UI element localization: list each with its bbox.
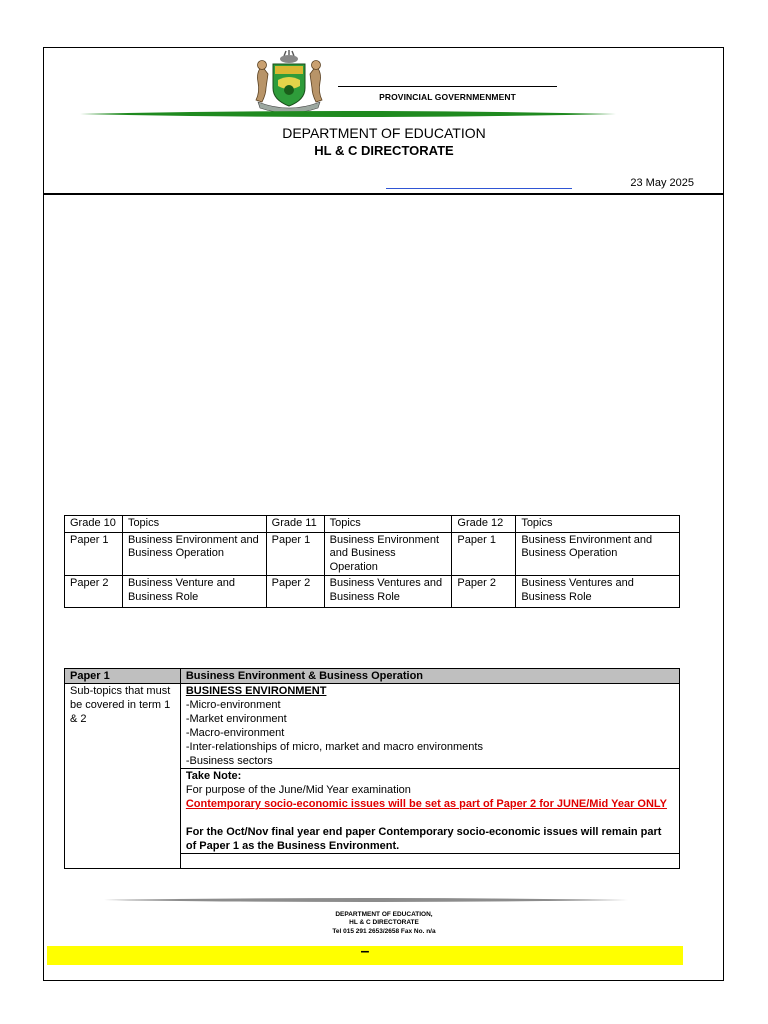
list-item: -Micro-environment <box>185 699 281 711</box>
subtopics-label-cell <box>65 684 181 869</box>
table-cell: Business Ventures and Business Role <box>324 576 452 608</box>
table-row <box>65 532 680 576</box>
business-environment-cell <box>180 684 679 769</box>
subtopics-label: Sub-topics that must be covered in term 1 & 2 <box>70 685 171 725</box>
directorate-title: HL & C DIRECTORATE <box>314 143 454 158</box>
header-cell: Grade 11 <box>266 516 324 533</box>
take-note-cell <box>180 769 679 854</box>
list-item: -Market environment <box>185 713 287 725</box>
list-item: -Macro-environment <box>185 727 285 739</box>
table-cell: Business Venture and Business Role <box>122 576 266 608</box>
document-date: 23 May 2025 <box>630 177 694 189</box>
table-cell: Business Environment and Business Operation <box>122 532 266 576</box>
header-divider <box>43 193 724 195</box>
table-header-row <box>65 516 680 533</box>
empty-cell <box>180 854 679 869</box>
table-cell: Business Environment and Business Operation <box>324 532 452 576</box>
green-divider <box>80 109 616 119</box>
header-cell: Grade 12 <box>452 516 516 533</box>
footer-contact: Tel 015 291 2653/2658 Fax No. n/a <box>332 928 436 935</box>
table-cell: Paper 2 <box>65 576 123 608</box>
provincial-rule <box>338 86 557 87</box>
list-item: -Business sectors <box>185 755 273 767</box>
department-title: DEPARTMENT OF EDUCATION <box>282 125 486 141</box>
table-header-row <box>65 669 680 684</box>
provincial-government-label: PROVINCIAL GOVERNMENMENT <box>379 92 516 102</box>
paper-header-cell: Paper 1 <box>65 669 181 684</box>
header-cell: Grade 10 <box>65 516 123 533</box>
section-title: BUSINESS ENVIRONMENT <box>185 685 327 697</box>
paper-1-table <box>64 668 680 869</box>
footer-divider <box>104 897 628 903</box>
table-cell: Business Environment and Business Operation <box>516 532 680 576</box>
topic-header-cell: Business Environment & Business Operation <box>180 669 679 684</box>
header-cell: Topics <box>122 516 266 533</box>
table-cell: Paper 1 <box>65 532 123 576</box>
list-item: -Inter-relationships of micro, market and macro environments <box>185 741 483 753</box>
table-row <box>65 576 680 608</box>
footer-dash: – <box>360 943 370 960</box>
grades-topics-table <box>64 515 680 608</box>
header-cell: Topics <box>516 516 680 533</box>
note-line: For purpose of the June/Mid Year examination <box>185 784 411 796</box>
red-note: Contemporary socio-economic issues will be set as part of Paper 2 for JUNE/Mid Year ONLY <box>185 798 667 810</box>
take-note-label: Take Note: <box>185 770 242 782</box>
table-cell: Paper 1 <box>452 532 516 576</box>
final-note: For the Oct/Nov final year end paper Contemporary socio-economic issues will remain part of Paper 1 as the Business Environment. <box>185 826 662 852</box>
header-cell: Topics <box>324 516 452 533</box>
footer-department: DEPARTMENT OF EDUCATION, <box>335 911 433 918</box>
footer-directorate: HL & C DIRECTORATE <box>349 919 419 926</box>
signature-line <box>386 188 572 189</box>
spacer <box>186 811 674 825</box>
table-cell: Business Ventures and Business Role <box>516 576 680 608</box>
table-cell: Paper 2 <box>452 576 516 608</box>
table-cell: Paper 1 <box>266 532 324 576</box>
table-cell: Paper 2 <box>266 576 324 608</box>
coat-of-arms-icon <box>248 50 330 114</box>
table-row <box>65 684 680 769</box>
